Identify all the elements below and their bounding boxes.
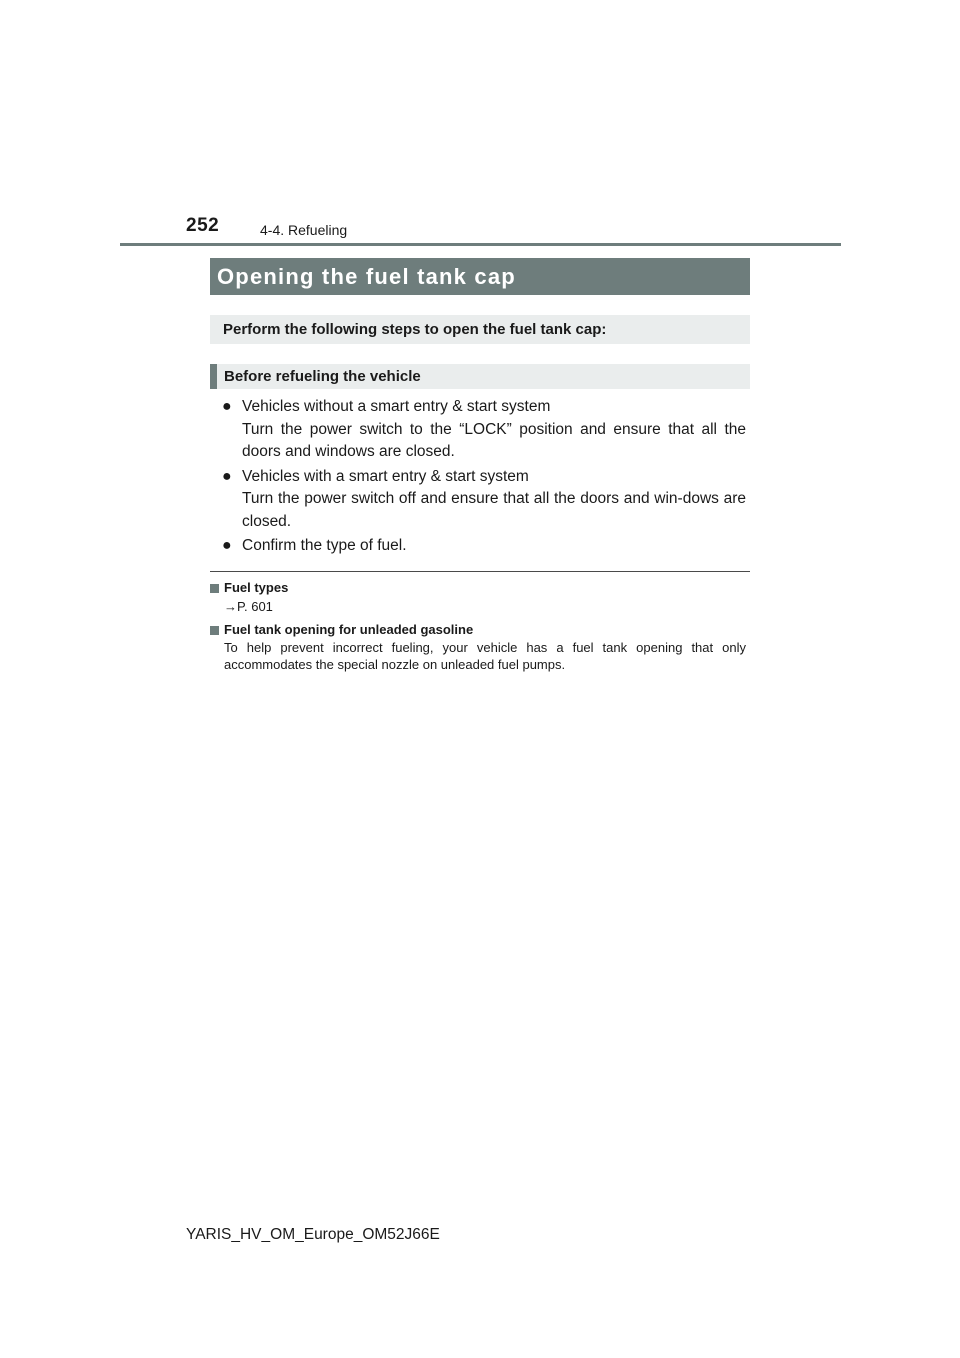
intro-text: Perform the following steps to open the fuel tank cap: [223,321,607,338]
note-reference: →P. 601 [224,599,273,614]
page-number: 252 [186,215,220,236]
section-label: 4-4. Refueling [260,222,348,238]
intro-box [210,315,750,344]
header-rule [120,243,841,246]
square-bullet-icon [210,584,219,593]
bullet-body: Turn the power switch to the “LOCK” position and ensure that all the doors and windows are closed. [242,420,746,460]
bullet-content [242,396,746,464]
bullet-content [242,535,746,558]
title-bar [210,258,750,295]
sub-heading-accent [210,364,217,389]
bullet-heading: Confirm the type of fuel. [242,537,407,554]
note-body: To help prevent incorrect fueling, your vehicle has a fuel tank opening that only accommodates the special nozzle on unleaded fuel pumps. [224,640,746,672]
footer-doc-id: YARIS_HV_OM_Europe_OM52J66E [186,1226,440,1243]
note-title [210,579,746,597]
square-bullet-icon [210,626,219,635]
note-title [210,621,746,639]
bullet-icon: ● [222,398,232,415]
bullet-heading: Vehicles with a smart entry & start system [242,467,529,485]
notes-divider [210,571,750,572]
page-title: Opening the fuel tank cap [217,263,516,289]
list-item [222,466,746,534]
bullet-list [222,396,746,560]
note-title-text: Fuel types [224,580,289,595]
list-item [222,535,746,558]
bullet-content [242,466,746,534]
list-item [222,396,746,464]
bullet-icon: ● [222,537,232,554]
note-title-text: Fuel tank opening for unleaded gasoline [224,622,474,637]
sub-heading-text: Before refueling the vehicle [224,368,421,385]
sub-heading [210,364,750,389]
notes [210,579,746,673]
bullet-heading: Vehicles without a smart entry & start system [242,398,551,415]
bullet-icon: ● [222,467,232,485]
bullet-body: Turn the power switch off and ensure that all the doors and win-dows are closed. [242,490,746,530]
